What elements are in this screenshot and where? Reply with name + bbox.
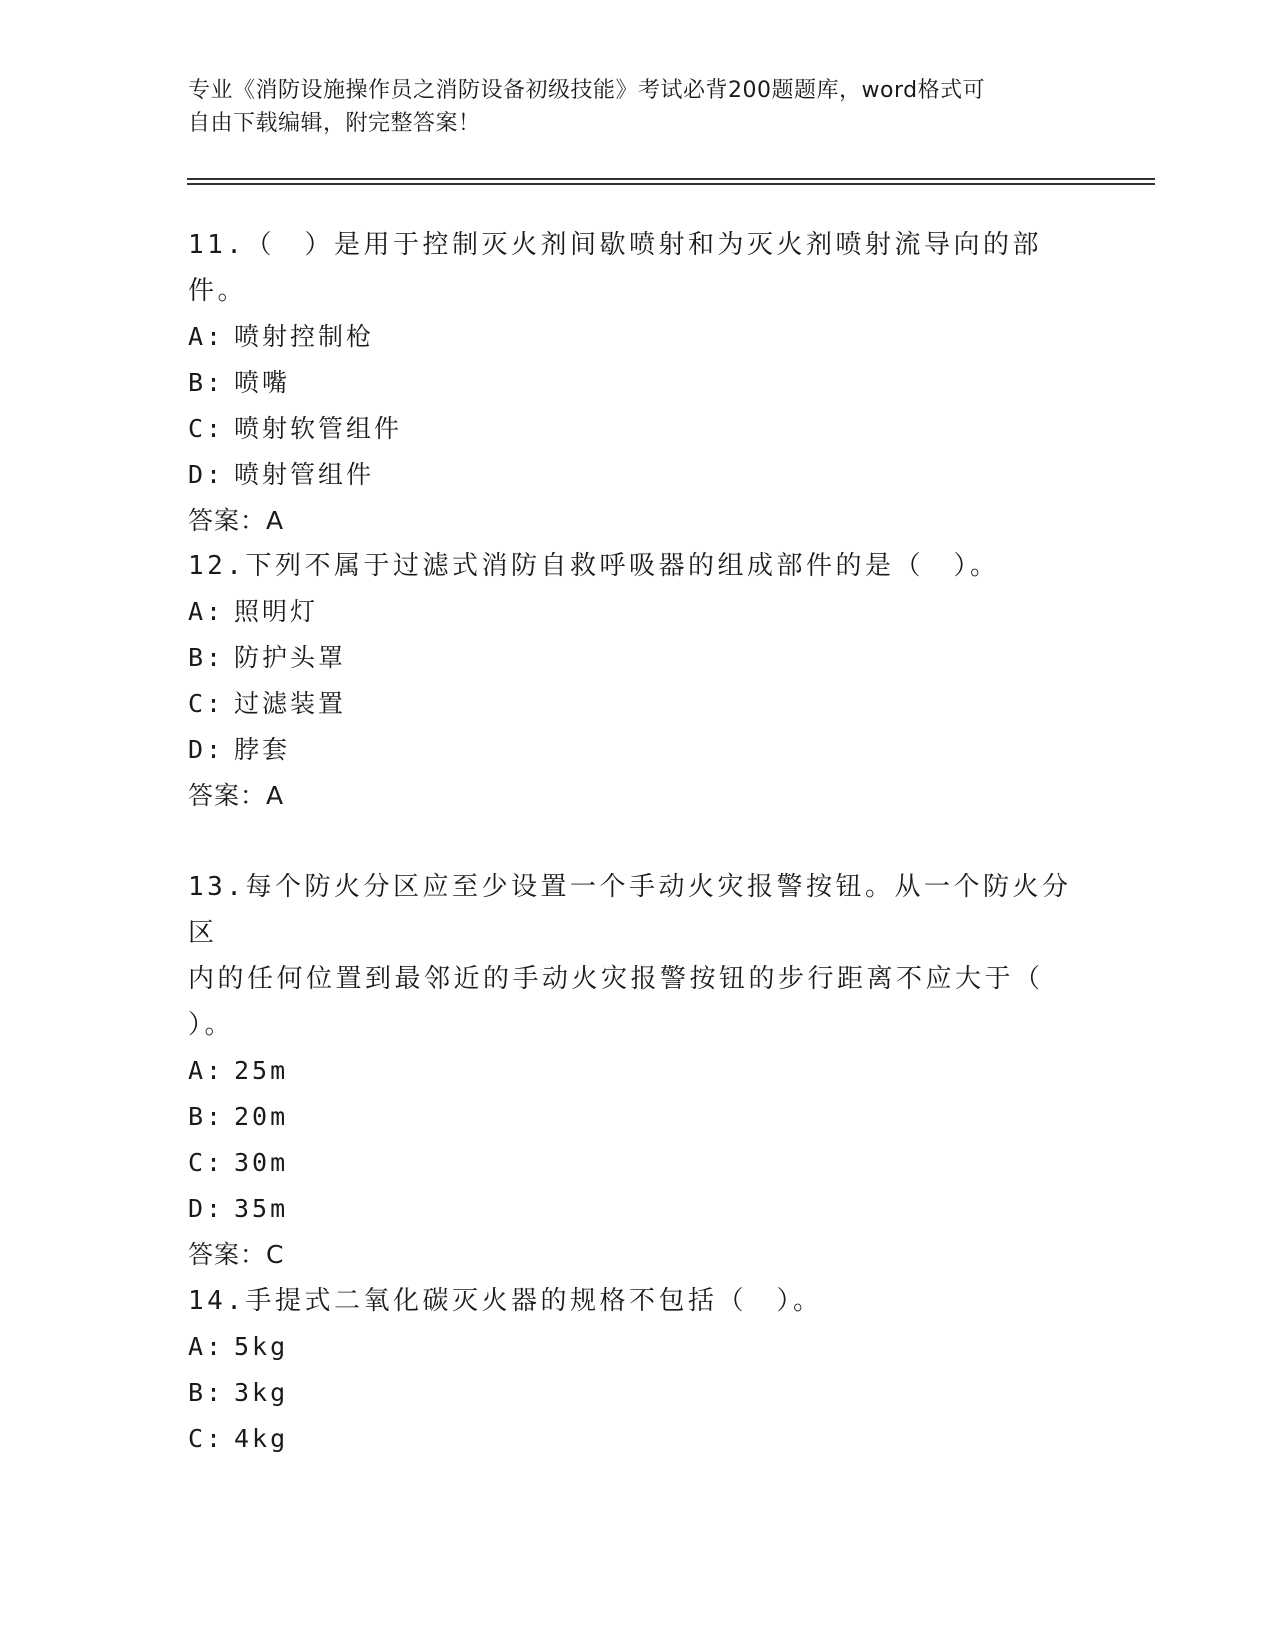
option-text: 4kg [234,1424,289,1453]
option-c [188,1416,1088,1462]
question-stem-line-1: 13.每个防火分区应至少设置一个手动火灾报警按钮。从一个防火分区 [188,872,1072,948]
option-a [188,314,1088,360]
option-b [188,1094,1088,1140]
option-letter: B: [188,1378,225,1407]
option-letter: C: [188,414,225,443]
question-13 [188,864,1088,1278]
option-text: 3kg [234,1378,289,1407]
option-c [188,406,1088,452]
question-stem-line-3: ）。 [188,1010,235,1040]
option-text: 喷嘴 [234,368,291,397]
question-stem: 12.下列不属于过滤式消防自救呼吸器的组成部件的是（ ）。 [188,551,1000,581]
option-letter: B: [188,368,225,397]
option-text: 5kg [234,1332,289,1361]
option-letter: A: [188,1056,225,1085]
header-line-1: 专业《消防设施操作员之消防设备初级技能》考试必背200题题库，word格式可 [188,78,986,103]
option-a [188,1324,1088,1370]
answer: 答案：A [188,781,285,810]
option-letter: B: [188,643,225,672]
option-text: 30m [234,1148,289,1177]
option-text: 25m [234,1056,289,1085]
option-letter: C: [188,1424,225,1453]
option-letter: D: [188,735,225,764]
header-line-2: 自由下载编辑，附完整答案！ [188,111,481,136]
option-b [188,1370,1088,1416]
option-c [188,681,1088,727]
option-c [188,1140,1088,1186]
question-stem: 11.（ ）是用于控制灭火剂间歇喷射和为灭火剂喷射流导向的部件。 [188,230,1042,306]
option-text: 过滤装置 [234,689,347,718]
option-letter: B: [188,1102,225,1131]
option-letter: A: [188,1332,225,1361]
option-letter: C: [188,689,225,718]
option-b [188,635,1088,681]
option-text: 喷射管组件 [234,460,375,489]
option-letter: D: [188,460,225,489]
option-a [188,1048,1088,1094]
option-text: 喷射软管组件 [234,414,403,443]
header-divider-bottom [187,183,1155,185]
option-letter: C: [188,1148,225,1177]
answer: 答案：C [188,1240,285,1269]
option-text: 20m [234,1102,289,1131]
document-header [188,74,1078,140]
option-letter: A: [188,597,225,626]
option-b [188,360,1088,406]
option-text: 防护头罩 [234,643,347,672]
option-letter: A: [188,322,225,351]
option-a [188,589,1088,635]
question-14 [188,1278,1088,1462]
question-stem: 14.手提式二氧化碳灭火器的规格不包括（ ）。 [188,1286,823,1316]
option-text: 35m [234,1194,289,1223]
question-11 [188,222,1088,544]
header-divider-top [187,178,1155,180]
option-text: 喷射控制枪 [234,322,375,351]
option-d [188,727,1088,773]
option-text: 照明灯 [234,597,319,626]
option-d [188,452,1088,498]
option-d [188,1186,1088,1232]
option-text: 脖套 [234,735,291,764]
question-12 [188,543,1088,819]
option-letter: D: [188,1194,225,1223]
question-stem-line-2: 内的任何位置到最邻近的手动火灾报警按钮的步行距离不应大于（ [188,964,1044,994]
answer: 答案：A [188,506,285,535]
